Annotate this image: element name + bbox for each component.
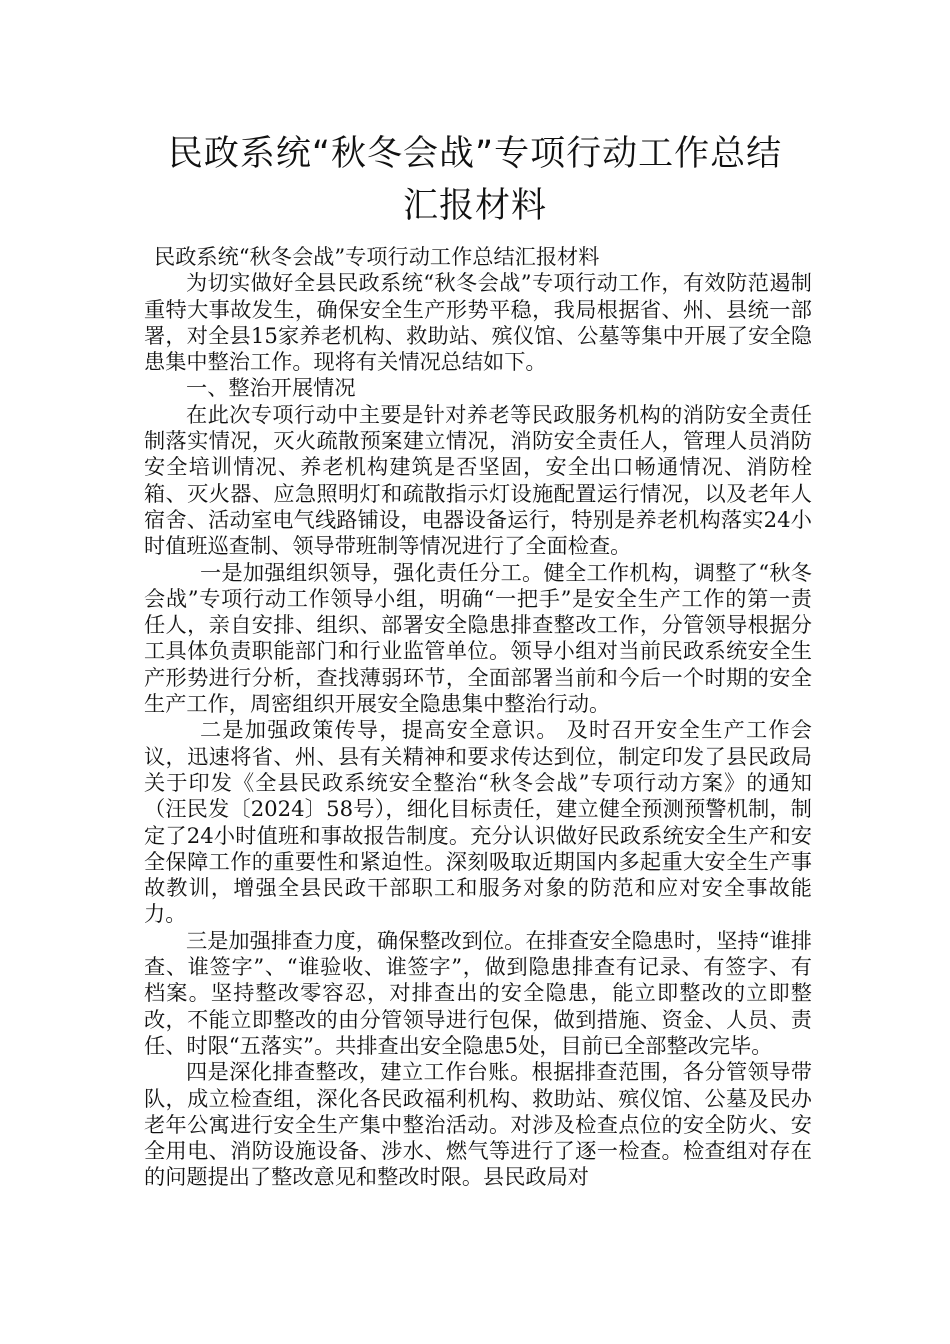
paragraph-point-4: 四是深化排查整改，建立工作台账。根据排查范围，各分管领导带队，成立检查组，深化各民政福利机构、救助站、殡仪馆、公墓及民办老年公寓进行安全生产集中整治活动。对涉及检查点位的安全防火、安全用电、消防设施设备、涉水、燃气等进行了逐一检查。检查组对存在的问题提出了整改意见和整改时限。县民政局对 xyxy=(144,1059,812,1190)
paragraph-intro: 为切实做好全县民政系统“秋冬会战”专项行动工作，有效防范遏制重特大事故发生，确保安全生产形势平稳，我局根据省、州、县统一部署，对全县15家养老机构、救助站、殡仪馆、公墓等集中开展了安全隐患集中整治工作。现将有关情况总结如下。 xyxy=(144,270,812,375)
paragraph-point-2: 二是加强政策传导，提高安全意识。 及时召开安全生产工作会议，迅速将省、州、县有关精神和要求传达到位，制定印发了县民政局关于印发《全县民政系统安全整治“秋冬会战”专项行动方案》的通知（汪民发〔2024〕58号），细化目标责任，建立健全预测预警机制，制定了24小时值班和事故报告制度。充分认识做好民政系统安全生产和安全保障工作的重要性和紧迫性。深刻吸取近期国内多起重大安全生产事故教训，增强全县民政干部职工和服务对象的防范和应对安全事故能力。 xyxy=(144,717,812,927)
paragraph-overview: 在此次专项行动中主要是针对养老等民政服务机构的消防安全责任制落实情况，灭火疏散预案建立情况，消防安全责任人，管理人员消防安全培训情况、养老机构建筑是否坚固，安全出口畅通情况、消防栓箱、灭火器、应急照明灯和疏散指示灯设施配置运行情况，以及老年人宿舍、活动室电气线路铺设，电器设备运行，特别是养老机构落实24小时值班巡查制、领导带班制等情况进行了全面检查。 xyxy=(144,401,812,559)
document-title xyxy=(110,128,840,232)
title-line-2: 汇报材料 xyxy=(402,186,547,226)
document-body xyxy=(144,244,812,1191)
document-subtitle: 民政系统“秋冬会战”专项行动工作总结汇报材料 xyxy=(154,244,600,269)
paragraph-point-3: 三是加强排查力度，确保整改到位。在排查安全隐患时，坚持“谁排查、谁签字”、“谁验收、谁签字”，做到隐患排查有记录、有签字、有档案。坚持整改零容忍，对排查出的安全隐患，能立即整改的立即整改，不能立即整改的由分管领导进行包保，做到措施、资金、人员、责任、时限“五落实”。共排查出安全隐患5处，目前已全部整改完毕。 xyxy=(144,927,812,1058)
paragraph-point-1: 一是加强组织领导，强化责任分工。健全工作机构，调整了“秋冬会战”专项行动工作领导小组，明确“一把手”是安全生产工作的第一责任人，亲自安排、组织、部署安全隐患排查整改工作，分管领导根据分工具体负责职能部门和行业监管单位。领导小组对当前民政系统安全生产形势进行分析，查找薄弱环节，全面部署当前和今后一个时期的安全生产工作，周密组织开展安全隐患集中整治行动。 xyxy=(144,559,812,717)
title-line-1: 民政系统“秋冬会战”专项行动工作总结 xyxy=(167,134,783,174)
section-heading-1: 一、整治开展情况 xyxy=(186,375,356,401)
